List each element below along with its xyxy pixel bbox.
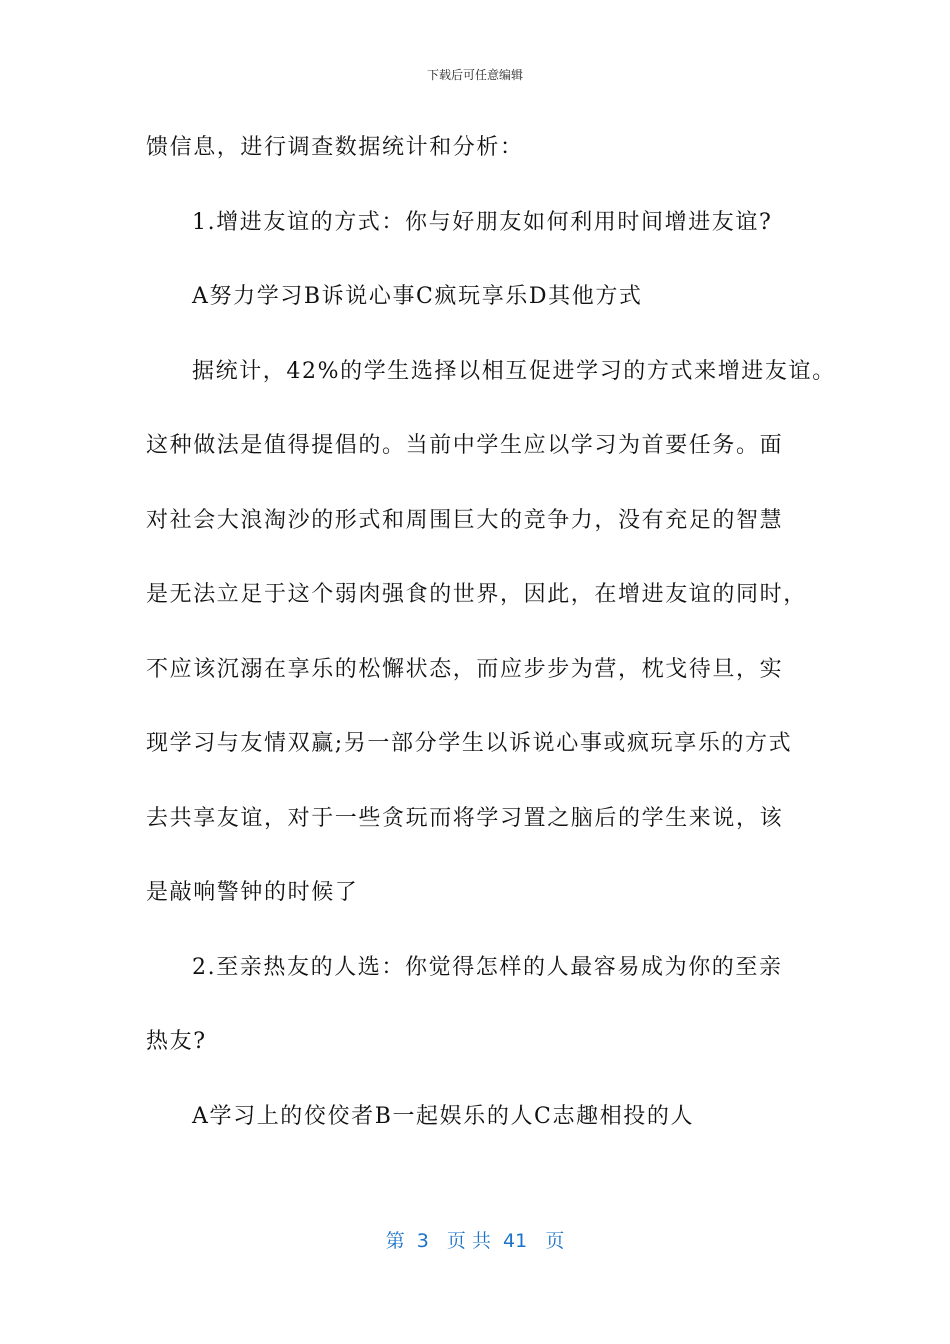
paragraph-line: 馈信息，进行调查数据统计和分析： <box>146 135 524 160</box>
paragraph-line: A努力学习B诉说心事C疯玩享乐D其他方式 <box>192 284 643 309</box>
paragraph-line: 热友? <box>146 1029 207 1054</box>
page-number-footer: 第 3 页 共 41 页 <box>385 1230 565 1252</box>
paragraph-line: 去共享友谊，对于一些贪玩而将学习置之脑后的学生来说，该 <box>146 805 784 831</box>
paragraph-line: 2.至亲热友的人选：你觉得怎样的人最容易成为你的至亲 <box>192 954 783 980</box>
paragraph-line: A学习上的佼佼者B一起娱乐的人C志趣相投的人 <box>192 1103 695 1129</box>
paragraph-line: 现学习与友情双赢;另一部分学生以诉说心事或疯玩享乐的方式 <box>146 731 793 756</box>
document-body <box>146 128 836 1171</box>
paragraph-line: 是无法立足于这个弱肉强食的世界，因此，在增进友谊的同时， <box>146 582 807 607</box>
page-header: 下载后可任意编辑 <box>426 68 523 82</box>
paragraph-line: 是敲响警钟的时候了 <box>146 880 359 905</box>
paragraph-line: 这种做法是值得提倡的。当前中学生应以学习为首要任务。面 <box>146 433 784 458</box>
paragraph-line: 对社会大浪淘沙的形式和周围巨大的竞争力，没有充足的智慧 <box>146 507 784 533</box>
paragraph-line: 据统计，42%的学生选择以相互促进学习的方式来增进友谊。 <box>192 358 836 384</box>
paragraph-line: 不应该沉溺在享乐的松懈状态，而应步步为营，枕戈待旦，实 <box>146 656 784 682</box>
paragraph-line: 1.增进友谊的方式：你与好朋友如何利用时间增进友谊? <box>192 209 773 235</box>
